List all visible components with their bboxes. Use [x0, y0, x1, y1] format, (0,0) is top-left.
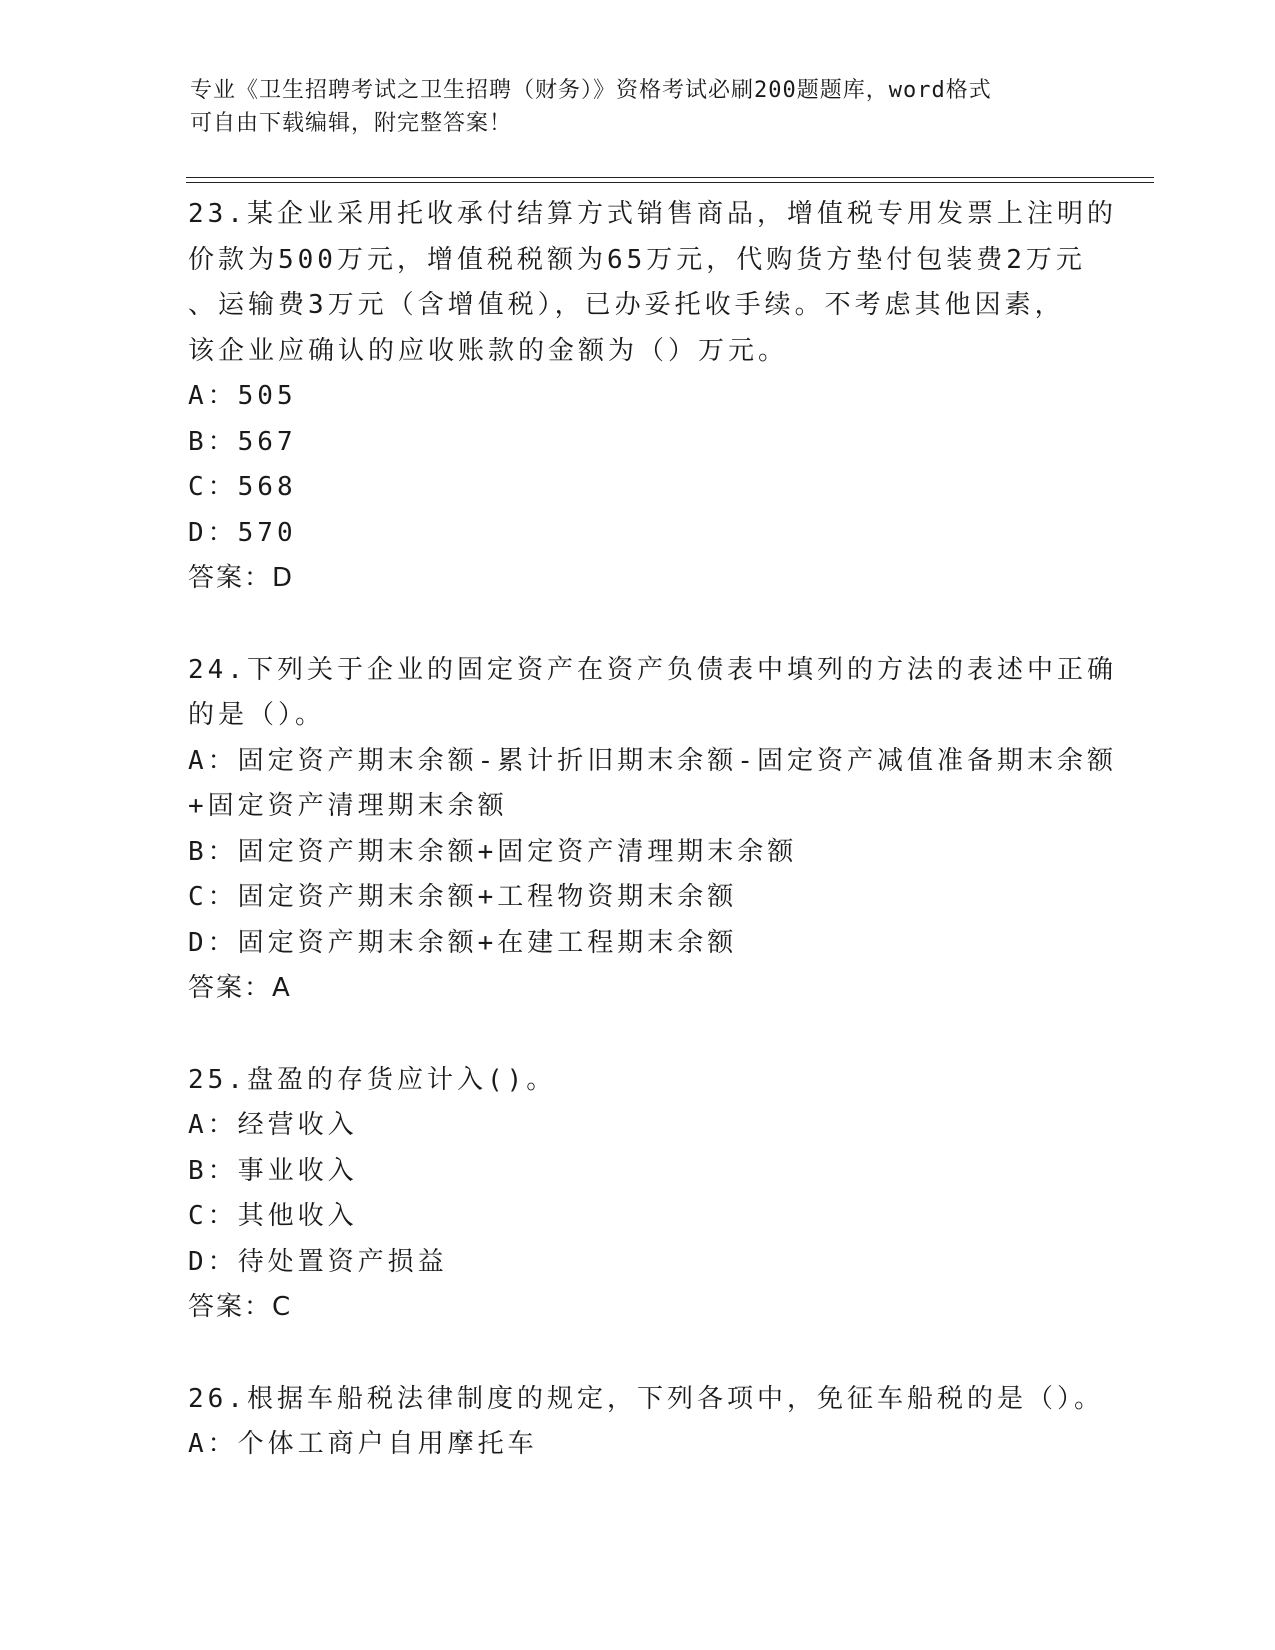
option-c: C：568 [188, 472, 297, 502]
option-a: A：固定资产期末余额-累计折旧期末余额-固定资产减值准备期末余额 [188, 745, 1117, 776]
question-stem-line: 该企业应确认的应收账款的金额为（）万元。 [188, 335, 789, 366]
question-23 [188, 192, 1117, 602]
option-d: D：570 [188, 517, 297, 548]
question-list [188, 192, 1117, 1514]
answer-text: 答案：A [188, 973, 292, 1003]
question-stem-line: 24.下列关于企业的固定资产在资产负债表中填列的方法的表述中正确 [188, 654, 1117, 685]
option-b: B：567 [188, 426, 297, 457]
document-header [190, 74, 1090, 140]
question-stem-line: 、运输费3万元（含增值税），已办妥托收手续。不考虑其他因素， [188, 290, 1065, 320]
option-a: A：个体工商户自用摩托车 [188, 1429, 538, 1459]
question-stem-line: 25.盘盈的存货应计入()。 [188, 1064, 557, 1095]
question-24 [188, 648, 1117, 1012]
option-a: A：505 [188, 381, 297, 411]
option-b: B：事业收入 [188, 1155, 358, 1186]
option-b: B：固定资产期末余额+固定资产清理期末余额 [188, 836, 798, 867]
header-line-1: 专业《卫生招聘考试之卫生招聘（财务）》资格考试必刷200题题库，word格式 [190, 78, 992, 103]
question-25 [188, 1058, 1088, 1331]
header-divider-top [186, 177, 1154, 178]
answer-text: 答案：D [188, 563, 295, 593]
question-stem-line: 23.某企业采用托收承付结算方式销售商品，增值税专用发票上注明的 [188, 199, 1117, 229]
header-divider-bottom [186, 182, 1154, 183]
option-d: D：待处置资产损益 [188, 1246, 448, 1277]
option-a: A：经营收入 [188, 1110, 358, 1140]
question-26 [188, 1377, 1104, 1468]
option-c: C：固定资产期末余额+工程物资期末余额 [188, 882, 738, 912]
answer-text: 答案：C [188, 1292, 293, 1322]
header-line-2: 可自由下载编辑，附完整答案！ [190, 111, 513, 136]
question-stem-line: 的是（）。 [188, 700, 326, 730]
option-c: C：其他收入 [188, 1201, 358, 1231]
option-d: D：固定资产期末余额+在建工程期末余额 [188, 927, 738, 958]
option-a-continued: +固定资产清理期末余额 [188, 791, 508, 821]
question-stem-line: 价款为500万元，增值税税额为65万元，代购货方垫付包装费2万元 [188, 244, 1086, 275]
question-stem-line: 26.根据车船税法律制度的规定，下列各项中，免征车船税的是（）。 [188, 1383, 1104, 1414]
